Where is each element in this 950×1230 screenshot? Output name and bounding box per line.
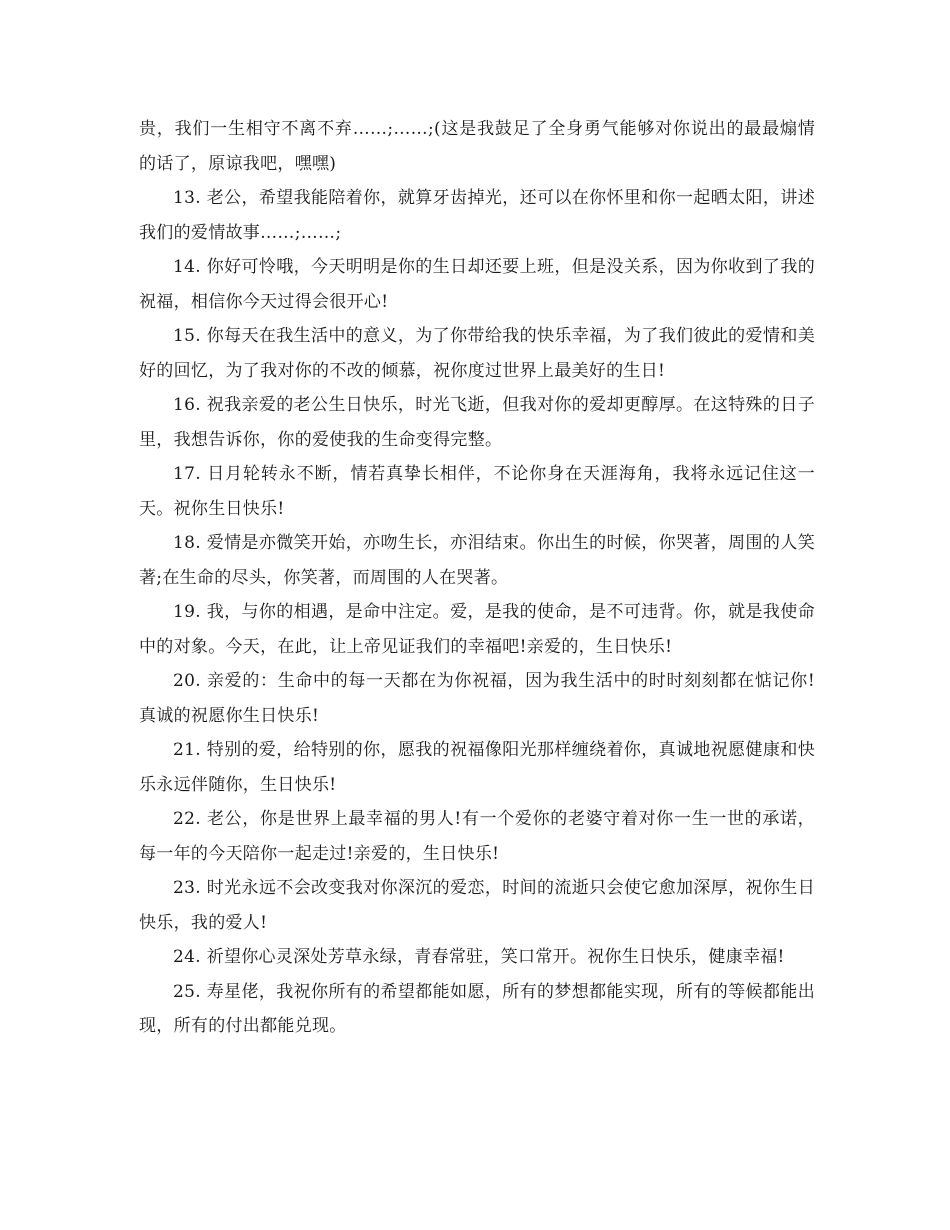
paragraph-24: 24. 祈望你心灵深处芳草永绿，青春常驻，笑口常开。祝你生日快乐，健康幸福! <box>173 947 785 967</box>
paragraph-22: 22. 老公，你是世界上最幸福的男人!有一个爱你的老婆守着对你一生一世的承诺，每一年的今天陪你一起走过!亲爱的，生日快乐! <box>139 809 815 864</box>
paragraph-16: 16. 祝我亲爱的老公生日快乐，时光飞逝，但我对你的爱却更醇厚。在这特殊的日子里，我想告诉你，你的爱使我的生命变得完整。 <box>139 395 815 450</box>
paragraph-14: 14. 你好可怜哦，今天明明是你的生日却还要上班，但是没关系，因为你收到了我的祝福，相信你今天过得会很开心! <box>139 257 815 312</box>
paragraph-13: 13. 老公，希望我能陪着你，就算牙齿掉光，还可以在你怀里和你一起晒太阳，讲述我们的爱情故事……;……; <box>139 188 815 243</box>
paragraph-15: 15. 你每天在我生活中的意义，为了你带给我的快乐幸福，为了我们彼此的爱情和美好的回忆，为了我对你的不改的倾慕，祝你度过世界上最美好的生日! <box>139 326 815 381</box>
paragraph-23: 23. 时光永远不会改变我对你深沉的爱恋，时间的流逝只会使它愈加深厚，祝你生日快乐，我的爱人! <box>139 878 815 933</box>
paragraph-21: 21. 特别的爱，给特别的你，愿我的祝福像阳光那样缠绕着你，真诚地祝愿健康和快乐永远伴随你，生日快乐! <box>139 740 815 795</box>
paragraph-continuation: 贵，我们一生相守不离不弃……;……;(这是我鼓足了全身勇气能够对你说出的最最煽情的话了，原谅我吧，嘿嘿) <box>139 119 815 174</box>
paragraph-18: 18. 爱情是亦微笑开始，亦吻生长，亦泪结束。你出生的时候，你哭著，周围的人笑著;在生命的尽头，你笑著，而周围的人在哭著。 <box>139 533 815 588</box>
document-body <box>139 112 815 1044</box>
paragraph-17: 17. 日月轮转永不断，情若真挚长相伴，不论你身在天涯海角，我将永远记住这一天。祝你生日快乐! <box>139 464 815 519</box>
paragraph-19: 19. 我，与你的相遇，是命中注定。爱，是我的使命，是不可违背。你，就是我使命中的对象。今天，在此，让上帝见证我们的幸福吧!亲爱的，生日快乐! <box>139 602 815 657</box>
paragraph-20: 20. 亲爱的：生命中的每一天都在为你祝福，因为我生活中的时时刻刻都在惦记你!真诚的祝愿你生日快乐! <box>139 671 815 726</box>
paragraph-25: 25. 寿星佬，我祝你所有的希望都能如愿，所有的梦想都能实现，所有的等候都能出现，所有的付出都能兑现。 <box>139 981 815 1036</box>
